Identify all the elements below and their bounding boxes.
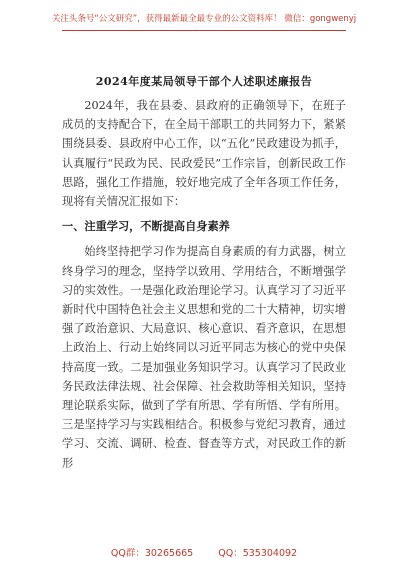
footer-contact: [0, 545, 408, 559]
footer-qq-group: QQ群：30265665: [110, 548, 194, 559]
header-divider: [62, 30, 346, 31]
header-note: 关注头条号“公文研究”，获得最新最全最专业的公文资料库！ 微信：gongwenyj: [51, 14, 357, 24]
footer-qq: QQ：535304092: [218, 548, 298, 559]
document-title: 2024年度某局领导干部个人述职述廉报告: [95, 75, 313, 88]
document-body: [62, 96, 346, 473]
intro-paragraph: 2024年，我在县委、县政府的正确领导下，在班子成员的支持配合下，在全局干部职工的共同努力下，紧紧围绕县委、县政府中心工作，以“五化”民政建设为抓手，认真履行“民政为民、民政爱民”工作宗旨，创新民政工作思路，强化工作措施，较好地完成了全年各项工作任务，现将有关情况汇报如下：: [62, 99, 346, 209]
section-heading: 一、注重学习，不断提高自身素养: [62, 220, 230, 234]
section-paragraph: 始终坚持把学习作为提高自身素质的有力武器，树立终身学习的理念，坚持学以致用、学用结合，不断增强学习的实效性。一是强化政治理论学习。认真学习了习近平新时代中国特色社会主义思想和党的二十大精神，切实增强了政治意识、大局意识、核心意识、看齐意识，在思想上政治上、行动上始终同以习近平同志为核心的党中央保持高度一致。二是加强业务知识学习。认真学习了民政业务民政法律法规、社会保障、社会救助等相关知识，坚持理论联系实际，做到了学有所思、学有所悟、学有所用。三是坚持学习与实践相结合。积极参与党纪习教育，通过学习、交流、调研、检查、督查等方式，对民政工作的新形: [62, 245, 346, 470]
